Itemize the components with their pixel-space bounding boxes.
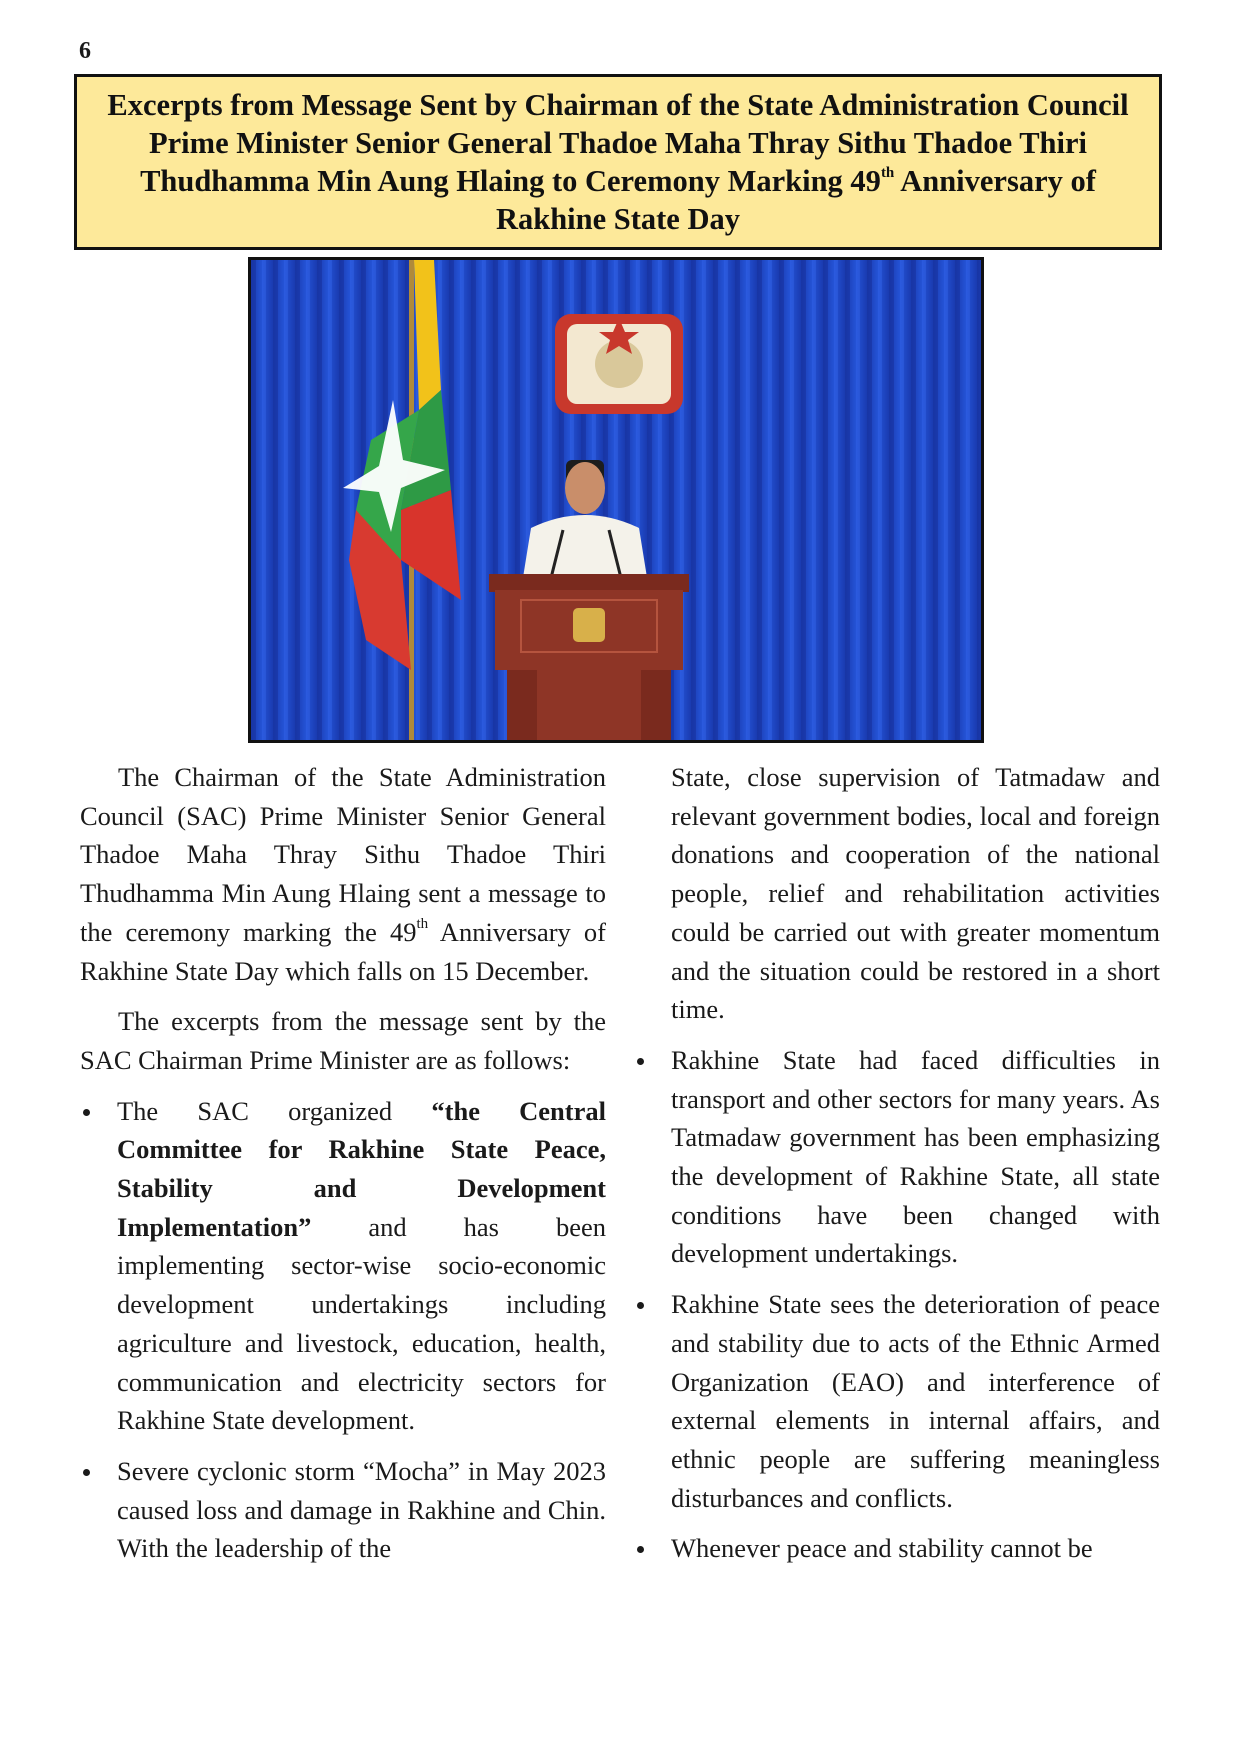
- intro-text-part2: Anniversary of Rakhine State Day which falls on 15 December.: [80, 916, 606, 986]
- state-emblem: [555, 314, 683, 414]
- title-superscript: th: [880, 164, 895, 181]
- bullet1-text-part1: The SAC organized: [117, 1095, 432, 1126]
- page-number: 6: [79, 38, 91, 64]
- intro-text-part1: The Chairman of the State Administration Council (SAC) Prime Minister Senior General Thadoe Maha Thray Sithu Thadoe Thiri Thudhamma Min Aung Hlaing sent a message to the ceremony marking the 49: [80, 762, 606, 947]
- excerpts-intro-paragraph: The excerpts from the message sent by the SAC Chairman Prime Minister are as follows:: [80, 1006, 606, 1075]
- bullet1-bold-text: “the Central Committee for Rakhine State Peace, Stability and Development Implementation”: [117, 1095, 606, 1242]
- title-text-part1: Excerpts from Message Sent by Chairman of the State Administration Council Prime Minister Senior General Thadoe Maha Thray Sithu Thadoe Thiri Thudhamma Min Aung Hlaing to Ceremony Marking 49: [107, 88, 1129, 198]
- bullet-item-peace-deterioration: Rakhine State sees the deterioration of peace and stability due to acts of the Ethnic Armed Organization (EAO) and interference of external elements in internal affairs, and ethnic people are suffering meaningless disturbances and conflicts.: [634, 1285, 1160, 1517]
- intro-superscript: th: [416, 915, 429, 932]
- bullet-item-peace-stability: Whenever peace and stability cannot be: [634, 1529, 1160, 1568]
- bullet-item-central-committee: [80, 1092, 606, 1440]
- bullet-item-cyclone-mocha: Severe cyclonic storm “Mocha” in May 2023 caused loss and damage in Rakhine and Chin. With the leadership of the: [80, 1452, 606, 1568]
- ceremony-photo: [248, 257, 984, 743]
- article-title: [77, 86, 1159, 238]
- bullet1-text-part2: and has been implementing sector-wise socio-economic development undertakings including agriculture and livestock, education, health, communication and electricity sectors for Rakhine State development.: [117, 1211, 606, 1436]
- intro-paragraph: [80, 758, 606, 990]
- bullet-item-transport-difficulties: Rakhine State had faced difficulties in transport and other sectors for many years. As Tatmadaw government has been emphasizing the development of Rakhine State, all state conditions have been changed with development undertakings.: [634, 1041, 1160, 1273]
- title-box: [74, 74, 1162, 250]
- speaker-at-podium-image: [251, 260, 981, 740]
- right-column: [634, 758, 1160, 1568]
- bullet-item-cyclone-mocha-continued: State, close supervision of Tatmadaw and relevant government bodies, local and foreign donations and cooperation of the national people, relief and rehabilitation activities could be carried out with greater momentum and the situation could be restored in a short time.: [671, 762, 1160, 1025]
- title-text-part2: Anniversary of Rakhine State Day: [495, 164, 1096, 236]
- podium: [489, 574, 689, 740]
- left-column: [80, 758, 606, 1568]
